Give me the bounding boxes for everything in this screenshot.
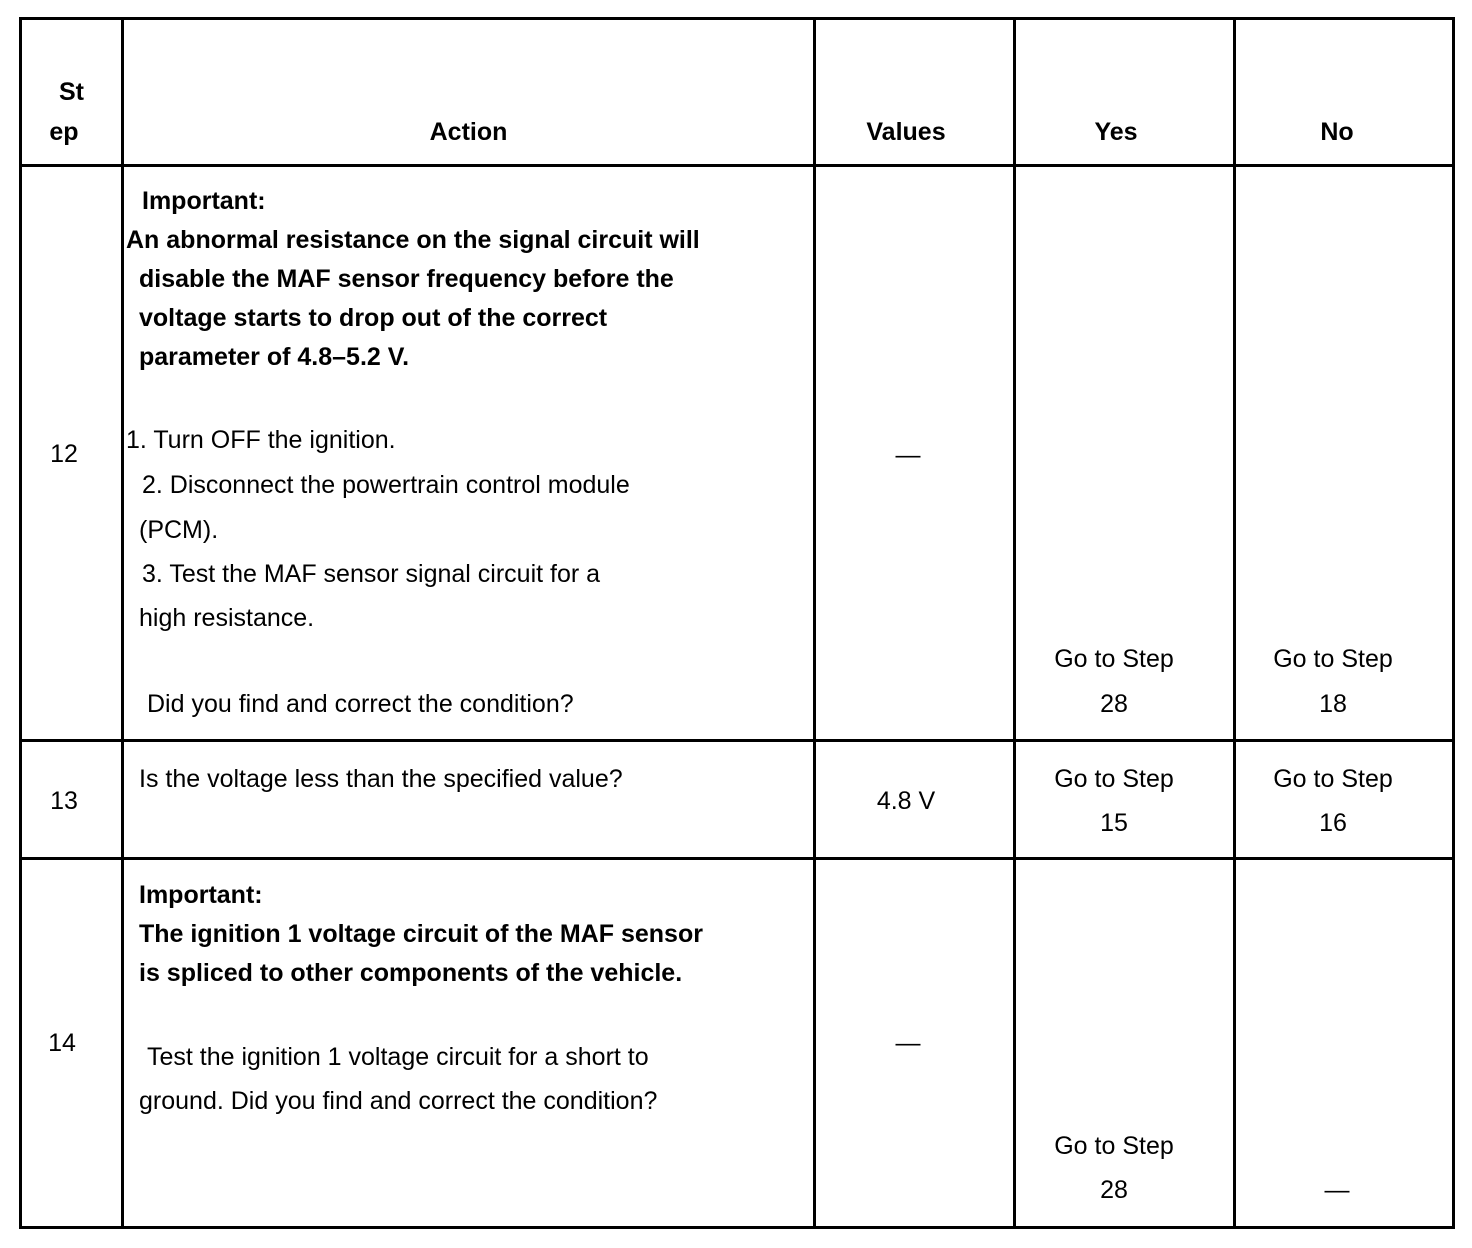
row12-step-item3-cont: high resistance. [139,604,315,632]
row12-important-line1: An abnormal resistance on the signal circuit will [126,226,700,254]
row13-step: 13 [50,787,78,815]
header-values: Values [866,118,946,146]
row-divider-13 [19,857,1455,860]
row13-no-line1: Go to Step [1273,765,1393,793]
row12-step-item2: 2. Disconnect the powertrain control module [142,471,630,499]
row13-yes-line2: 15 [1100,809,1128,837]
row12-important-line4: parameter of 4.8–5.2 V. [139,343,410,371]
row12-no-line2: 18 [1319,690,1347,718]
row14-important-line1: The ignition 1 voltage circuit of the MAF sensor [139,920,703,948]
column-divider-step [121,17,124,1229]
row12-yes-line1: Go to Step [1054,645,1174,673]
row14-yes-line2: 28 [1100,1176,1128,1204]
table-border-bottom [19,1226,1455,1229]
row13-yes-line1: Go to Step [1054,765,1174,793]
column-divider-yes [1233,17,1236,1229]
table-border-right [1452,17,1455,1229]
row12-step-item1: 1. Turn OFF the ignition. [126,426,396,454]
row14-yes-line1: Go to Step [1054,1132,1174,1160]
header-no: No [1320,118,1354,146]
row12-important-line2: disable the MAF sensor frequency before the [139,265,674,293]
row14-question-line2: ground. Did you find and correct the condition? [139,1087,658,1115]
header-step-line2: ep [49,118,79,146]
row14-important-label: Important: [139,881,263,909]
row14-important-line2: is spliced to other components of the vehicle. [139,959,683,987]
header-action: Action [429,118,508,146]
row12-value: — [895,441,921,469]
table-border-top [19,17,1455,20]
row12-important-line3: voltage starts to drop out of the correct [139,304,608,332]
header-divider [19,164,1455,167]
column-divider-values [1013,17,1016,1229]
row14-no: — [1324,1176,1350,1204]
row13-question: Is the voltage less than the specified value? [139,765,623,793]
row13-value: 4.8 V [876,787,936,815]
row14-question-line1: Test the ignition 1 voltage circuit for a short to [147,1043,649,1071]
row12-yes-line2: 28 [1100,690,1128,718]
row-divider-12 [19,739,1455,742]
header-yes: Yes [1094,118,1138,146]
row12-no-line1: Go to Step [1273,645,1393,673]
header-step-line1: St [59,78,84,106]
row14-value: — [895,1029,921,1057]
row14-step: 14 [48,1029,76,1057]
row12-step-item2-cont: (PCM). [139,516,219,544]
row12-step-item3: 3. Test the MAF sensor signal circuit for a [142,560,601,588]
row12-question: Did you find and correct the condition? [147,690,574,718]
row12-important-label: Important: [142,187,266,215]
row13-no-line2: 16 [1319,809,1347,837]
row12-step: 12 [50,440,78,468]
